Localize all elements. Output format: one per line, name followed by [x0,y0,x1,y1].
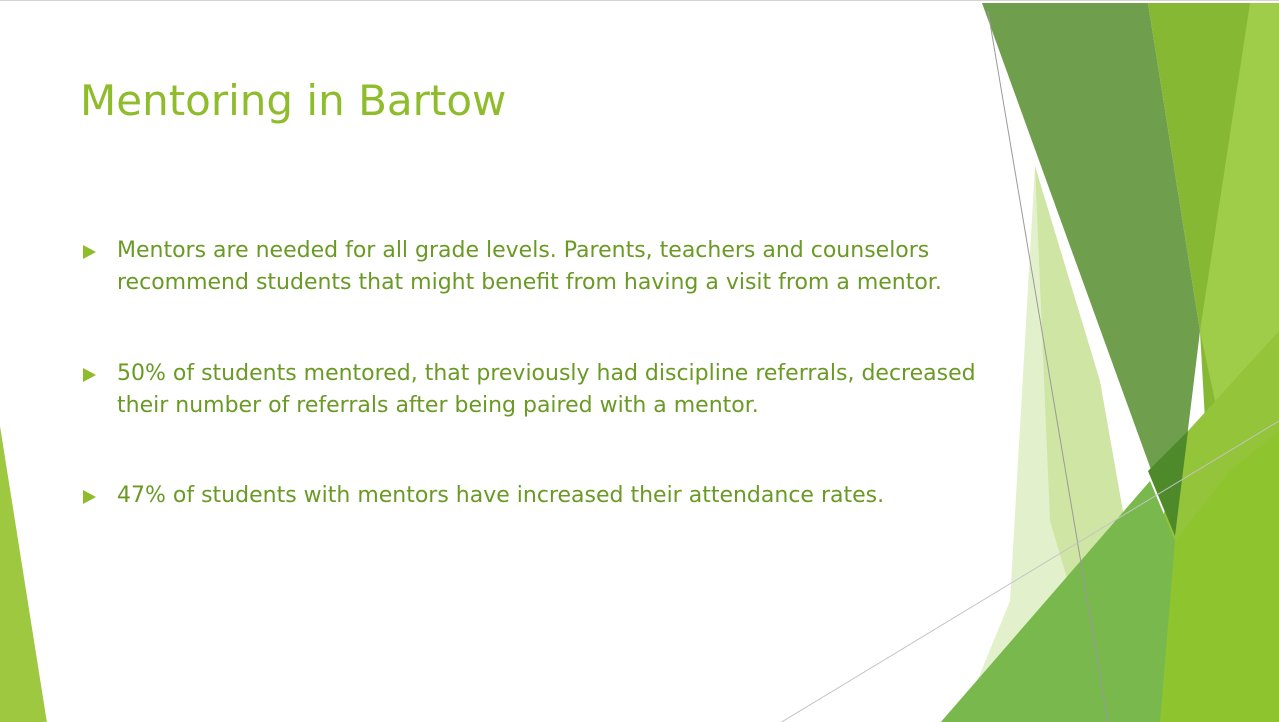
bullet-text: Mentors are needed for all grade levels. Parents, teachers and counselors recommend students that might benefit from having a visit from a mentor. [117,238,942,295]
triangle-bullet-icon [83,245,96,259]
left-edge-facet [0,426,47,722]
triangle-bullet-icon [83,490,96,504]
slide-title: Mentoring in Bartow [80,76,507,125]
bullet-item [80,480,980,512]
bullet-text: 50% of students mentored, that previously had discipline referrals, decreased their number of referrals after being paired with a mentor. [117,361,976,418]
bullet-item [80,358,980,422]
bullet-item [80,235,980,299]
bullet-text: 47% of students with mentors have increased their attendance rates. [117,483,885,508]
bullet-list [80,235,980,512]
triangle-bullet-icon [83,368,96,382]
